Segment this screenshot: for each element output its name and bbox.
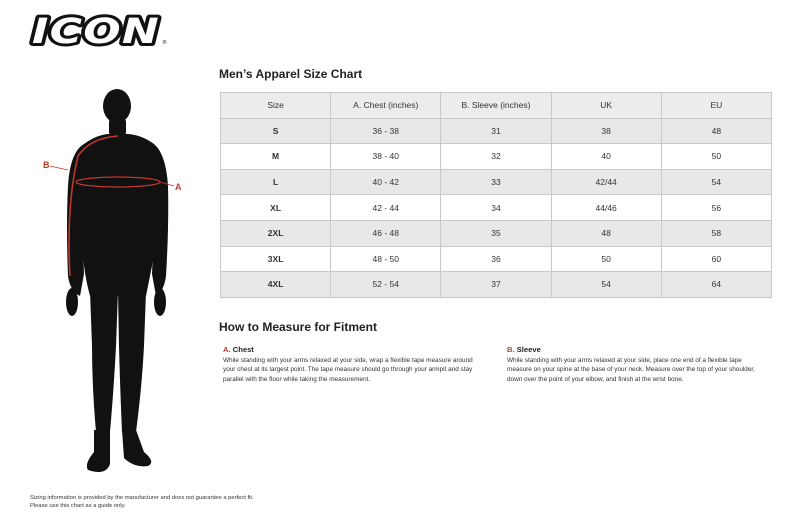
cell-size: 4XL (221, 272, 331, 298)
body-figure (40, 86, 200, 478)
cell-uk: 40 (551, 144, 661, 170)
table-row (221, 169, 772, 195)
disclaimer-line-1: Sizing information is provided by the manufacturer and does not guarantee a perfect fit. (30, 495, 254, 501)
registered-mark: ® (162, 40, 167, 46)
chest-heading (223, 344, 475, 355)
header-sleeve: B. Sleeve (inches) (441, 93, 551, 119)
cell-size: S (221, 118, 331, 144)
cell-uk: 50 (551, 246, 661, 272)
sleeve-heading (507, 344, 759, 355)
cell-eu: 58 (661, 220, 771, 246)
cell-sleeve: 37 (441, 272, 551, 298)
cell-sleeve: 32 (441, 144, 551, 170)
cell-eu: 56 (661, 195, 771, 221)
sleeve-text: While standing with your arms relaxed at your side, place one end of a flexible tape measure on your spine at the base of your neck. Measure over the top of your shoulder, down over the point of your elbow, and finish at the wrist bone. (507, 357, 755, 383)
icon-logo-text: ICON (32, 12, 160, 50)
figure-label-b: B (43, 160, 50, 170)
figure-label-a: A (175, 182, 182, 192)
cell-chest: 46 - 48 (331, 220, 441, 246)
cell-chest: 38 - 40 (331, 144, 441, 170)
header-uk: UK (551, 93, 661, 119)
table-row (221, 220, 772, 246)
cell-size: 2XL (221, 220, 331, 246)
chest-letter: A. (223, 345, 231, 354)
header-size: Size (221, 93, 331, 119)
header-chest: A. Chest (inches) (331, 93, 441, 119)
cell-size: L (221, 169, 331, 195)
size-table (220, 92, 772, 298)
how-to-measure-title: How to Measure for Fitment (219, 320, 378, 334)
cell-eu: 50 (661, 144, 771, 170)
cell-chest: 42 - 44 (331, 195, 441, 221)
cell-eu: 54 (661, 169, 771, 195)
cell-size: 3XL (221, 246, 331, 272)
cell-sleeve: 35 (441, 220, 551, 246)
cell-uk: 38 (551, 118, 661, 144)
sleeve-heading-text: Sleeve (516, 345, 541, 354)
cell-uk: 42/44 (551, 169, 661, 195)
cell-chest: 40 - 42 (331, 169, 441, 195)
cell-eu: 64 (661, 272, 771, 298)
chest-instructions (223, 344, 475, 384)
sleeve-letter: B. (507, 345, 515, 354)
cell-sleeve: 33 (441, 169, 551, 195)
header-eu: EU (661, 93, 771, 119)
disclaimer-line-2: Please use this chart as a guide only. (30, 503, 126, 510)
chart-title: Men’s Apparel Size Chart (219, 67, 363, 81)
table-header-row (221, 93, 772, 119)
cell-eu: 60 (661, 246, 771, 272)
table-row (221, 195, 772, 221)
cell-eu: 48 (661, 118, 771, 144)
cell-sleeve: 34 (441, 195, 551, 221)
cell-uk: 54 (551, 272, 661, 298)
cell-sleeve: 36 (441, 246, 551, 272)
icon-logo (28, 12, 170, 50)
cell-size: M (221, 144, 331, 170)
cell-chest: 48 - 50 (331, 246, 441, 272)
table-row (221, 118, 772, 144)
cell-chest: 36 - 38 (331, 118, 441, 144)
disclaimer (30, 494, 350, 511)
chest-heading-text: Chest (232, 345, 254, 354)
sleeve-instructions (507, 344, 759, 384)
body-silhouette (66, 89, 168, 472)
table-row (221, 144, 772, 170)
table-row (221, 246, 772, 272)
cell-size: XL (221, 195, 331, 221)
cell-uk: 44/46 (551, 195, 661, 221)
table-row (221, 272, 772, 298)
cell-chest: 52 - 54 (331, 272, 441, 298)
cell-sleeve: 31 (441, 118, 551, 144)
cell-uk: 48 (551, 220, 661, 246)
chest-text: While standing with your arms relaxed at your side, wrap a flexible tape measure around your chest at its largest point. The tape measure should go through your armpit and stay parallel with the floor while taking the measurement. (223, 357, 473, 383)
